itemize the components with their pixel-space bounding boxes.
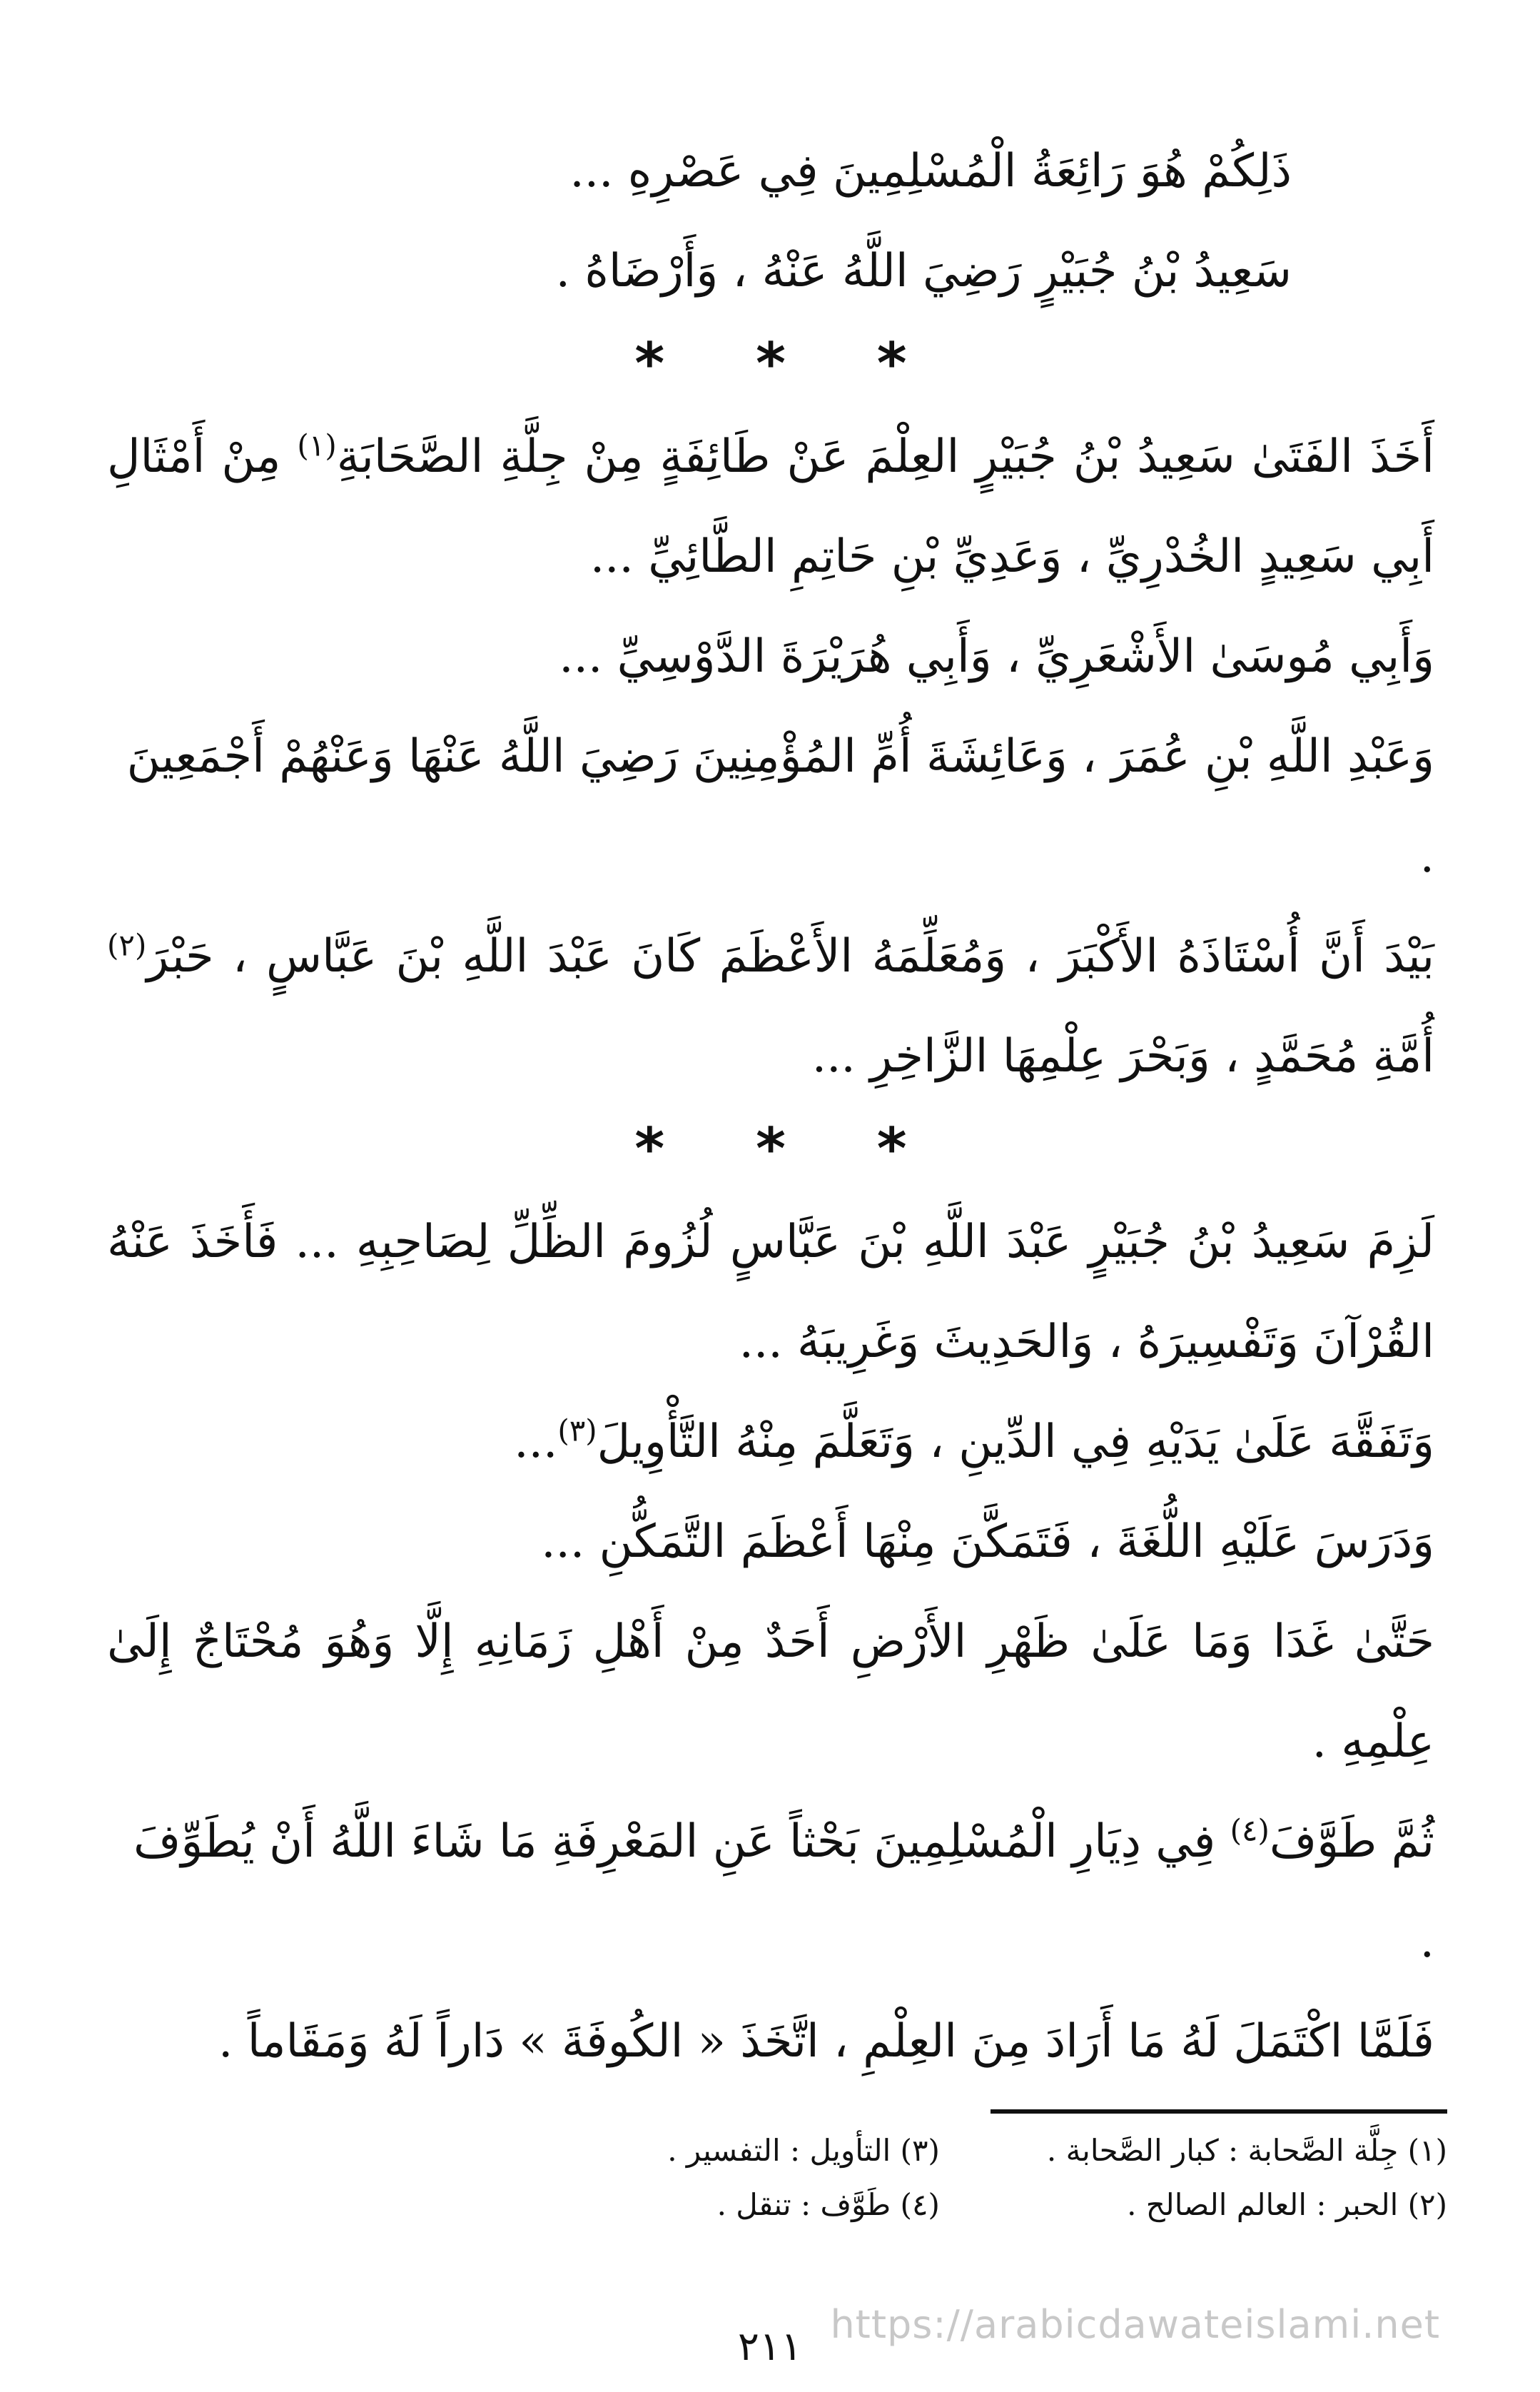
text-run: وَتَفَقَّهَ عَلَىٰ يَدَيْهِ فِي الدِّينِ ، وَتَعَلَّمَ مِنْهُ التَّأْوِيلَ: [597, 1415, 1434, 1468]
paragraph: [107, 1792, 1434, 1992]
footnote-column-left: [667, 2124, 940, 2232]
footnote-marker: (١): [297, 428, 337, 463]
paragraph: [107, 407, 1434, 607]
footnote-column-right: [1047, 2124, 1447, 2232]
paragraph: وَأَبِي مُوسَىٰ الأَشْعَرِيِّ ، وَأَبِي هُرَيْرَةَ الدَّوْسِيِّ ...: [559, 630, 1434, 683]
paragraph: فَلَمَّا اكْتَمَلَ لَهُ مَا أَرَادَ مِنَ العِلْمِ ، اتَّخَذَ « الكُوفَةَ » دَاراً لَهُ وَمَقَاماً .: [218, 2015, 1434, 2068]
watermark-url: https://arabicdawateislami.net: [830, 2302, 1440, 2347]
paragraph: سَعِيدُ بْنُ جُبَيْرٍ رَضِيَ اللَّهُ عَنْهُ ، وَأَرْضَاهُ .: [555, 245, 1292, 298]
text-run: ثُمَّ طَوَّفَ: [1269, 1815, 1434, 1868]
paragraph: [107, 1392, 1434, 1492]
footnote-divider: [991, 2109, 1447, 2114]
footnote: (١) جِلَّة الصَّحابة : كبار الصَّحابة .: [1046, 2133, 1447, 2168]
main-text: [107, 121, 1434, 2091]
footnote: (٣) التأويل : التفسير .: [667, 2133, 940, 2168]
text-run: أَخَذَ الفَتَىٰ سَعِيدُ بْنُ جُبَيْرٍ العِلْمَ عَنْ طَائِفَةٍ مِنْ جِلَّةِ الصَّحَابَةِ: [336, 430, 1435, 483]
paragraph: [107, 907, 1434, 1106]
paragraph: وَعَبْدِ اللَّهِ بْنِ عُمَرَ ، وَعَائِشَةَ أُمِّ المُؤْمِنِينَ رَضِيَ اللَّهُ عَنْهَا وَعَنْهُمْ أَجْمَعِينَ .: [126, 730, 1434, 883]
text-run: فِي دِيَارِ الْمُسْلِمِينَ بَحْثاً عَنِ المَعْرِفَةِ مَا شَاءَ اللَّهُ أَنْ يُطَوِّفَ .: [133, 1815, 1434, 1968]
footnotes: [377, 2124, 1447, 2232]
paragraph: وَدَرَسَ عَلَيْهِ اللُّغَةَ ، فَتَمَكَّنَ مِنْهَا أَعْظَمَ التَّمَكُّنِ ...: [541, 1515, 1434, 1568]
page-number: ٢١١: [737, 2323, 803, 2370]
footnote: (٤) طَوَّف : تنقل .: [716, 2187, 940, 2222]
paragraph: لَزِمَ سَعِيدُ بْنُ جُبَيْرٍ عَبْدَ اللَّهِ بْنَ عَبَّاسٍ لُزُومَ الظِّلِّ لِصَاحِبِهِ ... فَأَخَذَ عَنْهُ القُرْآنَ وَتَفْسِيرَهُ ، وَالحَدِيثَ وَغَرِيبَهُ ...: [107, 1216, 1434, 1368]
text-run: ...: [514, 1415, 558, 1468]
text-run: أُمَّةِ مُحَمَّدٍ ، وَبَحْرَ عِلْمِهَا الزَّاخِرِ ...: [811, 1030, 1434, 1083]
footnote: (٢) الحبر : العالم الصالح .: [1127, 2187, 1447, 2222]
paragraph: ذَلِكُمْ هُوَ رَائِعَةُ الْمُسْلِمِينَ فِي عَصْرِهِ ...: [569, 145, 1292, 198]
footnote-marker: (٢): [107, 927, 147, 963]
section-separator: * * *: [634, 330, 943, 397]
footnote-marker: (٤): [1230, 1812, 1270, 1848]
section-separator: * * *: [634, 1116, 943, 1182]
paragraph: حَتَّىٰ غَدَا وَمَا عَلَىٰ ظَهْرِ الأَرْضِ أَحَدٌ مِنْ أَهْلِ زَمَانِهِ إِلَّا وَهُوَ مُحْتَاجٌ إِلَىٰ عِلْمِهِ .: [107, 1615, 1435, 1768]
text-run: بَيْدَ أَنَّ أُسْتَاذَهُ الأَكْبَرَ ، وَمُعَلِّمَهُ الأَعْظَمَ كَانَ عَبْدَ اللَّهِ بْنَ عَبَّاسٍ ، حَبْرَ: [146, 930, 1435, 983]
text-run: مِنْ أَمْثَالِ أَبِي سَعِيدٍ الخُدْرِيِّ ، وَعَدِيِّ بْنِ حَاتِمِ الطَّائِيِّ ...: [107, 430, 1434, 583]
footnote-marker: (٣): [557, 1413, 597, 1448]
